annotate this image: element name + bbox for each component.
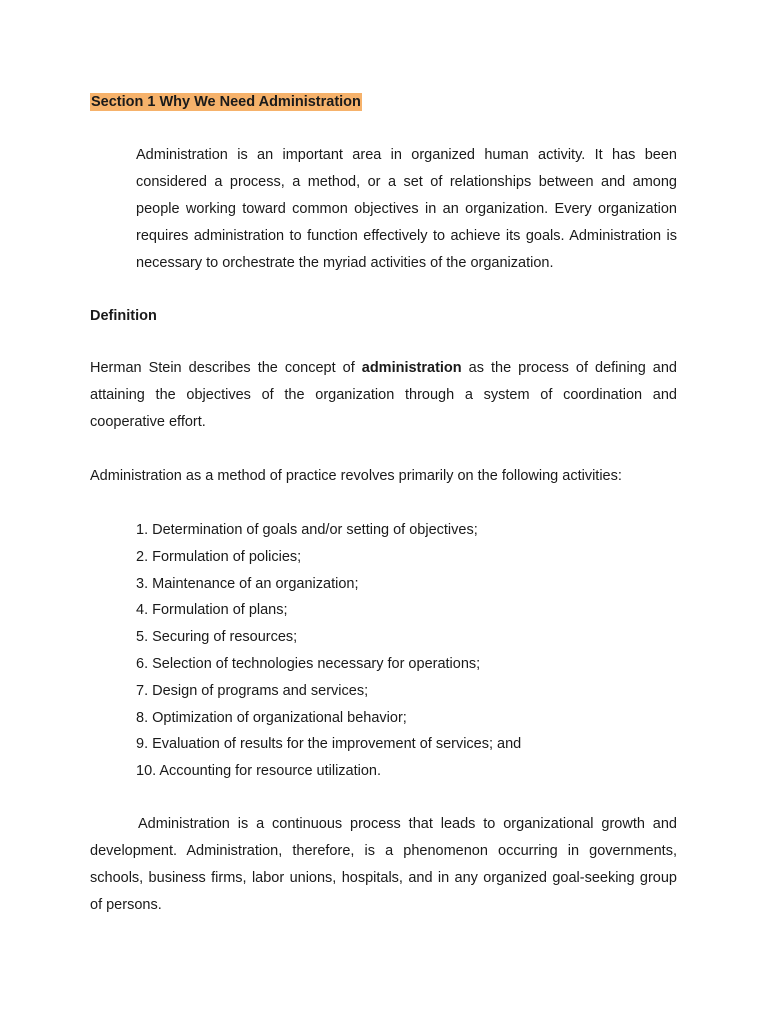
definition-paragraph — [90, 355, 677, 436]
intro-paragraph: Administration is an important area in organized human activity. It has been considered a process, a method, or a set of relationships between and among people working toward common objectives in an organization. Every organization requires administration to function effectively to achieve its goals. Administration is necessary to orchestrate the myriad activities of the organization. — [136, 147, 677, 271]
list-item: 10. Accounting for resource utilization. — [136, 763, 382, 780]
list-item: 4. Formulation of plans; — [136, 602, 288, 619]
definition-text-after: as the process of defining and attaining the objectives of the organization through a system of coordination and cooperative effort. — [90, 360, 677, 430]
list-item: 3. Maintenance of an organization; — [136, 575, 359, 592]
definition-text-before: Herman Stein describes the concept of — [90, 360, 362, 376]
list-item: 6. Selection of technologies necessary for operations; — [136, 655, 481, 672]
list-item: 1. Determination of goals and/or setting of objectives; — [136, 522, 478, 538]
activities-list — [136, 517, 521, 785]
closing-paragraph: Administration is a continuous process that leads to organizational growth and development. Administration, therefore, is a phenomenon occurring in governments, schools, business firms, labor unions, hospitals, and in any organized goal-seeking group of persons. — [90, 816, 677, 913]
method-paragraph: Administration as a method of practice revolves primarily on the following activities: — [90, 468, 622, 484]
list-item: 9. Evaluation of results for the improvement of services; and — [136, 736, 522, 753]
list-item: 2. Formulation of policies; — [136, 548, 302, 565]
list-item: 8. Optimization of organizational behavior; — [136, 709, 407, 726]
definition-term: administration — [361, 360, 462, 376]
list-item: 5. Securing of resources; — [136, 629, 298, 646]
section-heading: Section 1 Why We Need Administration — [91, 94, 361, 110]
definition-heading: Definition — [90, 308, 157, 324]
list-item: 7. Design of programs and services; — [136, 682, 369, 699]
